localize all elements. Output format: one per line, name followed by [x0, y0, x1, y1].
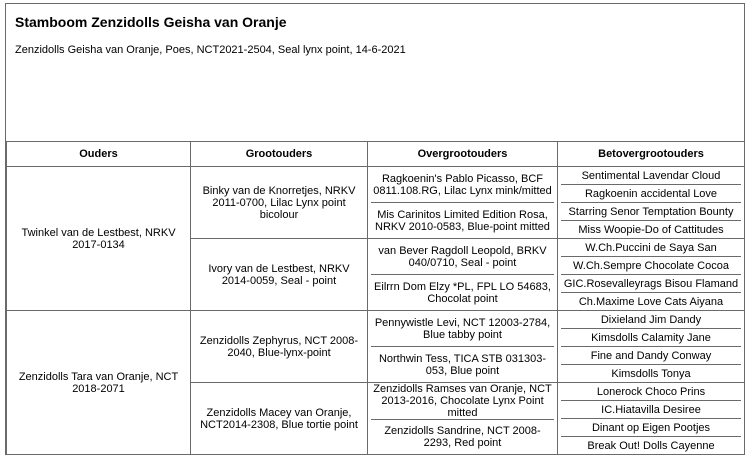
great-great-grandparent-8: Ch.Maxime Love Cats Aiyana: [578, 295, 724, 308]
great-great-grandparent-16: Break Out! Dolls Cayenne: [587, 439, 715, 452]
header-row: [7, 142, 745, 167]
grandparent-1: Binky van de Knorretjes, NRKV 2011-0700, Lilac Lynx point bicolour: [191, 167, 368, 239]
great-grandparent-7: Zenzidolls Ramses van Oranje, NCT 2013-2016, Chocolate Lynx Point mitted: [371, 383, 554, 420]
great-grandparent-3: van Bever Ragdoll Leopold, BRKV 040/0710, Seal - point: [371, 239, 554, 275]
great-grandparent-4: Eilrrn Dom Elzy *PL, FPL LO 54683, Chocolat point: [374, 280, 551, 305]
parent-father: Twinkel van de Lestbest, NRKV 2017-0134: [7, 167, 191, 311]
great-grandparent-2: Mis Carinitos Limited Edition Rosa, NRKV 2010-0583, Blue-point mitted: [375, 208, 550, 233]
great-great-grandparent-6: W.Ch.Sempre Chocolate Cocoa: [561, 257, 741, 275]
document-header: [6, 4, 744, 141]
great-great-grandparent-12: Kimsdolls Tonya: [611, 367, 691, 380]
great-great-grandparent-5: W.Ch.Puccini de Saya San: [561, 239, 741, 257]
grandparent-3: Zenzidolls Zephyrus, NCT 2008-2040, Blue-lynx-point: [191, 311, 368, 383]
grandparent-4: Zenzidolls Macey van Oranje, NCT2014-2308, Blue tortie point: [191, 383, 368, 455]
pedigree-table: [6, 141, 745, 455]
page-title: Stamboom Zenzidolls Geisha van Oranje: [15, 14, 287, 30]
column-header-overgrootouders: Overgrootouders: [368, 142, 558, 167]
great-great-grandparent-2: Ragkoenin accidental Love: [561, 185, 741, 203]
great-great-grandparent-9: Dixieland Jim Dandy: [561, 311, 741, 329]
pedigree-document: [5, 3, 745, 455]
great-grandparent-6: Northwin Tess, TICA STB 031303-053, Blue point: [378, 352, 547, 377]
column-header-ouders: Ouders: [7, 142, 191, 167]
great-grandparent-8: Zenzidolls Sandrine, NCT 2008-2293, Red point: [384, 425, 541, 449]
great-great-grandparent-10: Kimsdolls Calamity Jane: [561, 329, 741, 347]
great-grandparent-1: Ragkoenin's Pablo Picasso, BCF 0811.108.RG, Lilac Lynx mink/mitted: [371, 167, 554, 203]
great-grandparent-5: Pennywistle Levi, NCT 12003-2784, Blue tabby point: [371, 311, 554, 347]
grandparent-2: Ivory van de Lestbest, NRKV 2014-0059, Seal - point: [191, 239, 368, 311]
column-header-grootouders: Grootouders: [191, 142, 368, 167]
cat-details: Zenzidolls Geisha van Oranje, Poes, NCT2021-2504, Seal lynx point, 14-6-2021: [15, 44, 406, 56]
great-great-grandparent-11: Fine and Dandy Conway: [561, 347, 741, 365]
great-great-grandparent-14: IC.Hiatavilla Desiree: [561, 401, 741, 419]
great-great-grandparent-7: GIC.Rosevalleyrags Bisou Flamand: [561, 275, 741, 293]
great-great-grandparent-1: Sentimental Lavendar Cloud: [561, 167, 741, 185]
great-great-grandparent-15: Dinant op Eigen Pootjes: [561, 419, 741, 437]
great-great-grandparent-13: Lonerock Choco Prins: [561, 383, 741, 401]
column-header-betovergrootouders: Betovergrootouders: [558, 142, 745, 167]
parent-mother: Zenzidolls Tara van Oranje, NCT 2018-2071: [7, 311, 191, 455]
great-great-grandparent-3: Starring Senor Temptation Bounty: [561, 203, 741, 221]
great-great-grandparent-4: Miss Woopie-Do of Cattitudes: [578, 223, 724, 236]
